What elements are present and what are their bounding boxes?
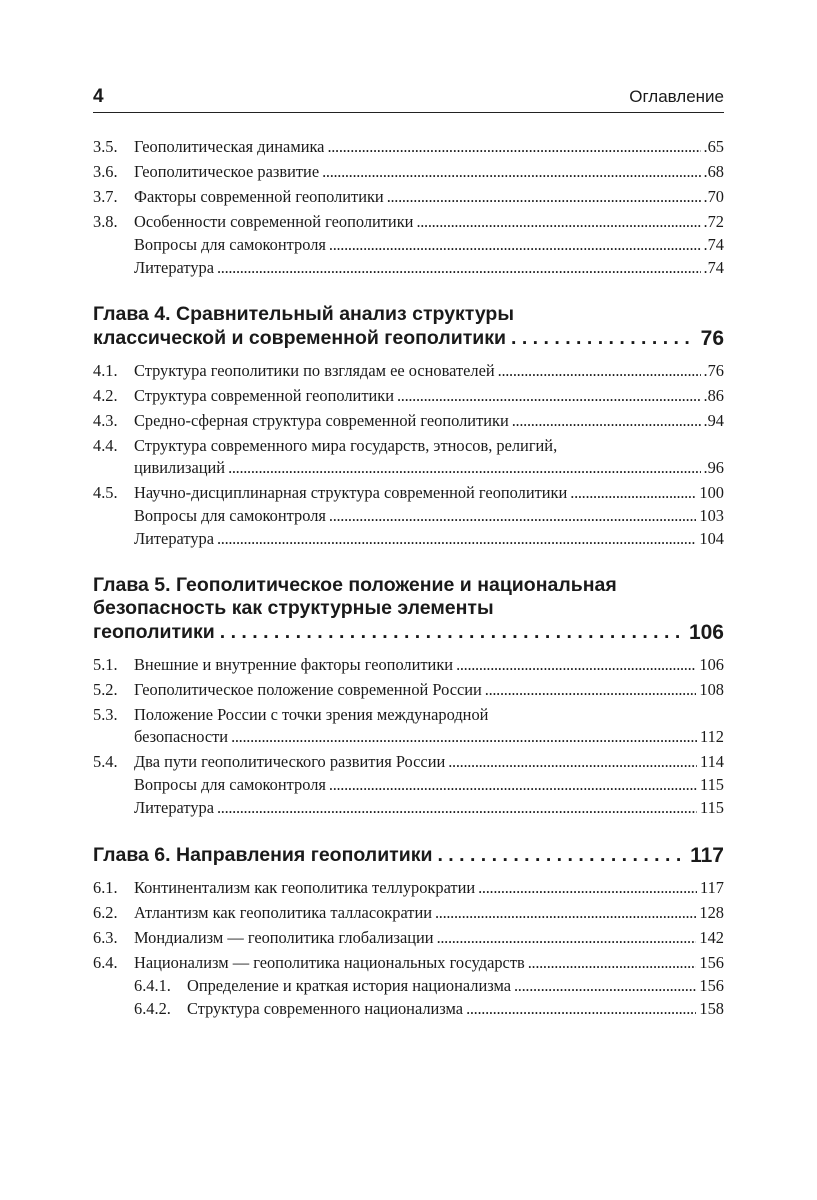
entry-page-number: 115 [700, 798, 724, 817]
toc-entry [93, 923, 724, 948]
toc-entry [93, 996, 724, 1019]
chapter-title-line: Глава 4. Сравнительный анализ структуры [93, 303, 514, 325]
entry-number: 5.4. [93, 752, 118, 771]
chapter-page-number: 76 [700, 327, 724, 350]
toc-entry [93, 431, 724, 456]
entry-title: Внешние и внутренние факторы геополитики [134, 655, 454, 674]
entry-title: Структура современного национализма [187, 999, 464, 1018]
dot-leader [329, 775, 697, 795]
entry-title: Геополитическое положение современной России [134, 680, 482, 699]
entry-title: Вопросы для самоконтроля [134, 506, 326, 525]
toc-entry [93, 356, 724, 381]
dot-leader [322, 162, 700, 182]
entry-page-number: .94 [703, 411, 724, 430]
entry-title: Геополитическая динамика [134, 137, 325, 156]
entry-page-number: .74 [703, 258, 724, 277]
toc-entry [93, 948, 724, 973]
chapter-title-text: классической и современной геополитики [93, 327, 507, 349]
entry-number: 5.1. [93, 655, 118, 674]
toc-entry [93, 700, 724, 725]
dot-leader [397, 386, 701, 406]
toc-entry [93, 132, 724, 157]
entry-number: 4.1. [93, 361, 118, 380]
dot-leader [511, 327, 696, 350]
dot-leader [437, 844, 685, 867]
chapter-title-line: Глава 5. Геополитическое положение и национальная [93, 574, 617, 596]
toc-entry [93, 526, 724, 549]
entry-page-number: .68 [703, 162, 724, 181]
dot-leader [528, 953, 697, 973]
entry-title-continuation: цивилизаций [134, 458, 226, 477]
toc-entry [93, 255, 724, 278]
toc-entry-continuation [93, 725, 724, 747]
dot-leader [466, 999, 696, 1019]
toc-entry [93, 898, 724, 923]
chapter-title-last-line [93, 620, 724, 644]
entry-title: Литература [134, 258, 214, 277]
entry-page-number: .72 [703, 212, 724, 231]
entry-page-number: .70 [703, 187, 724, 206]
toc-entry [93, 973, 724, 996]
entry-page-number: .74 [703, 235, 724, 254]
chapter-title-line: безопасность как структурные элементы [93, 597, 494, 619]
dot-leader [437, 928, 697, 948]
toc-entry [93, 381, 724, 406]
entry-page-number: 106 [699, 655, 724, 674]
dot-leader [512, 411, 701, 431]
entry-number: 3.6. [93, 162, 118, 181]
entry-page-number: 142 [699, 928, 724, 947]
chapter-title-text: Глава 6. Направления геополитики [93, 844, 433, 866]
running-header [93, 86, 724, 113]
entry-title: Структура геополитики по взглядам ее основателей [134, 361, 495, 380]
entry-title-continuation: безопасности [134, 727, 229, 746]
dot-leader [228, 458, 700, 478]
entry-page-number: 156 [699, 953, 724, 972]
entry-title: Геополитическое развитие [134, 162, 320, 181]
chapter-page-number: 117 [690, 844, 724, 867]
entry-page-number: 128 [699, 903, 724, 922]
dot-leader [329, 506, 696, 526]
entry-page-number: 112 [700, 727, 724, 746]
toc-entry [93, 650, 724, 675]
entry-title: Атлантизм как геополитика талласократии [134, 903, 432, 922]
entry-page-number: 158 [699, 999, 724, 1018]
dot-leader [327, 137, 700, 157]
entry-page-number: .96 [703, 458, 724, 477]
table-of-contents [93, 132, 724, 1019]
toc-entry [93, 157, 724, 182]
entry-number: 6.3. [93, 928, 118, 947]
entry-number: 4.2. [93, 386, 118, 405]
toc-entry [93, 182, 724, 207]
toc-entry [93, 795, 724, 818]
entry-title: Континентализм как геополитика теллурократии [134, 878, 476, 897]
entry-number: 4.5. [93, 483, 118, 502]
entry-title: Литература [134, 798, 214, 817]
dot-leader [570, 483, 696, 503]
chapter-title-last-line [93, 843, 724, 867]
entry-title: Научно-дисциплинарная структура современной геополитики [134, 483, 568, 502]
entry-number: 6.4. [93, 953, 118, 972]
entry-number: 5.2. [93, 680, 118, 699]
dot-leader [498, 361, 701, 381]
entry-page-number: 115 [700, 775, 724, 794]
entry-page-number: 156 [699, 976, 724, 995]
entry-title: Вопросы для самоконтроля [134, 775, 326, 794]
toc-entry [93, 207, 724, 232]
entry-number: 3.8. [93, 212, 118, 231]
toc-entry [93, 675, 724, 700]
chapter-title-text: геополитики [93, 621, 215, 643]
entry-number: 6.4.2. [134, 999, 171, 1018]
dot-leader [217, 798, 697, 818]
dot-leader [514, 976, 696, 996]
chapter-title-last-line [93, 326, 724, 350]
entry-title: Два пути геополитического развития России [134, 752, 446, 771]
dot-leader [435, 903, 696, 923]
entry-number: 3.7. [93, 187, 118, 206]
toc-entry [93, 503, 724, 526]
toc-entry [93, 478, 724, 503]
entry-number: 4.3. [93, 411, 118, 430]
entry-page-number: 108 [699, 680, 724, 699]
entry-number: 6.4.1. [134, 976, 171, 995]
toc-entry [93, 747, 724, 772]
dot-leader [217, 529, 696, 549]
chapter-page-number: 106 [688, 621, 724, 644]
chapter-heading [93, 574, 724, 644]
entry-title: Положение России с точки зрения международной [134, 705, 489, 724]
entry-title: Структура современной геополитики [134, 386, 394, 405]
toc-entry [93, 232, 724, 255]
dot-leader [456, 655, 696, 675]
entry-title: Особенности современной геополитики [134, 212, 414, 231]
dot-leader [217, 258, 701, 278]
entry-number: 6.2. [93, 903, 118, 922]
dot-leader [448, 752, 697, 772]
toc-entry [93, 772, 724, 795]
dot-leader [231, 727, 697, 747]
entry-title: Литература [134, 529, 214, 548]
entry-number: 6.1. [93, 878, 118, 897]
entry-title: Средно-сферная структура современной геополитики [134, 411, 509, 430]
entry-page-number: 103 [699, 506, 724, 525]
entry-title: Мондиализм — геополитика глобализации [134, 928, 434, 947]
entry-page-number: .86 [703, 386, 724, 405]
running-title: Оглавление [629, 87, 724, 106]
toc-entry-continuation [93, 456, 724, 478]
toc-entry [93, 406, 724, 431]
entry-title: Факторы современной геополитики [134, 187, 384, 206]
entry-page-number: 104 [699, 529, 724, 548]
entry-page-number: 117 [700, 878, 724, 897]
page-number: 4 [93, 86, 104, 107]
chapter-heading [93, 843, 724, 867]
entry-page-number: 100 [699, 483, 724, 502]
dot-leader [387, 187, 701, 207]
entry-number: 4.4. [93, 436, 118, 455]
entry-page-number: .76 [703, 361, 724, 380]
dot-leader [478, 878, 697, 898]
entry-title: Национализм — геополитика национальных государств [134, 953, 525, 972]
entry-page-number: 114 [700, 752, 724, 771]
entry-number: 3.5. [93, 137, 118, 156]
dot-leader [220, 621, 684, 644]
entry-title: Вопросы для самоконтроля [134, 235, 326, 254]
entry-page-number: .65 [703, 137, 724, 156]
chapter-heading [93, 303, 724, 350]
entry-title: Определение и краткая история национализма [187, 976, 512, 995]
dot-leader [329, 235, 701, 255]
entry-number: 5.3. [93, 705, 118, 724]
dot-leader [416, 212, 700, 232]
toc-entry [93, 873, 724, 898]
dot-leader [485, 680, 697, 700]
entry-title: Структура современного мира государств, этносов, религий, [134, 436, 558, 455]
